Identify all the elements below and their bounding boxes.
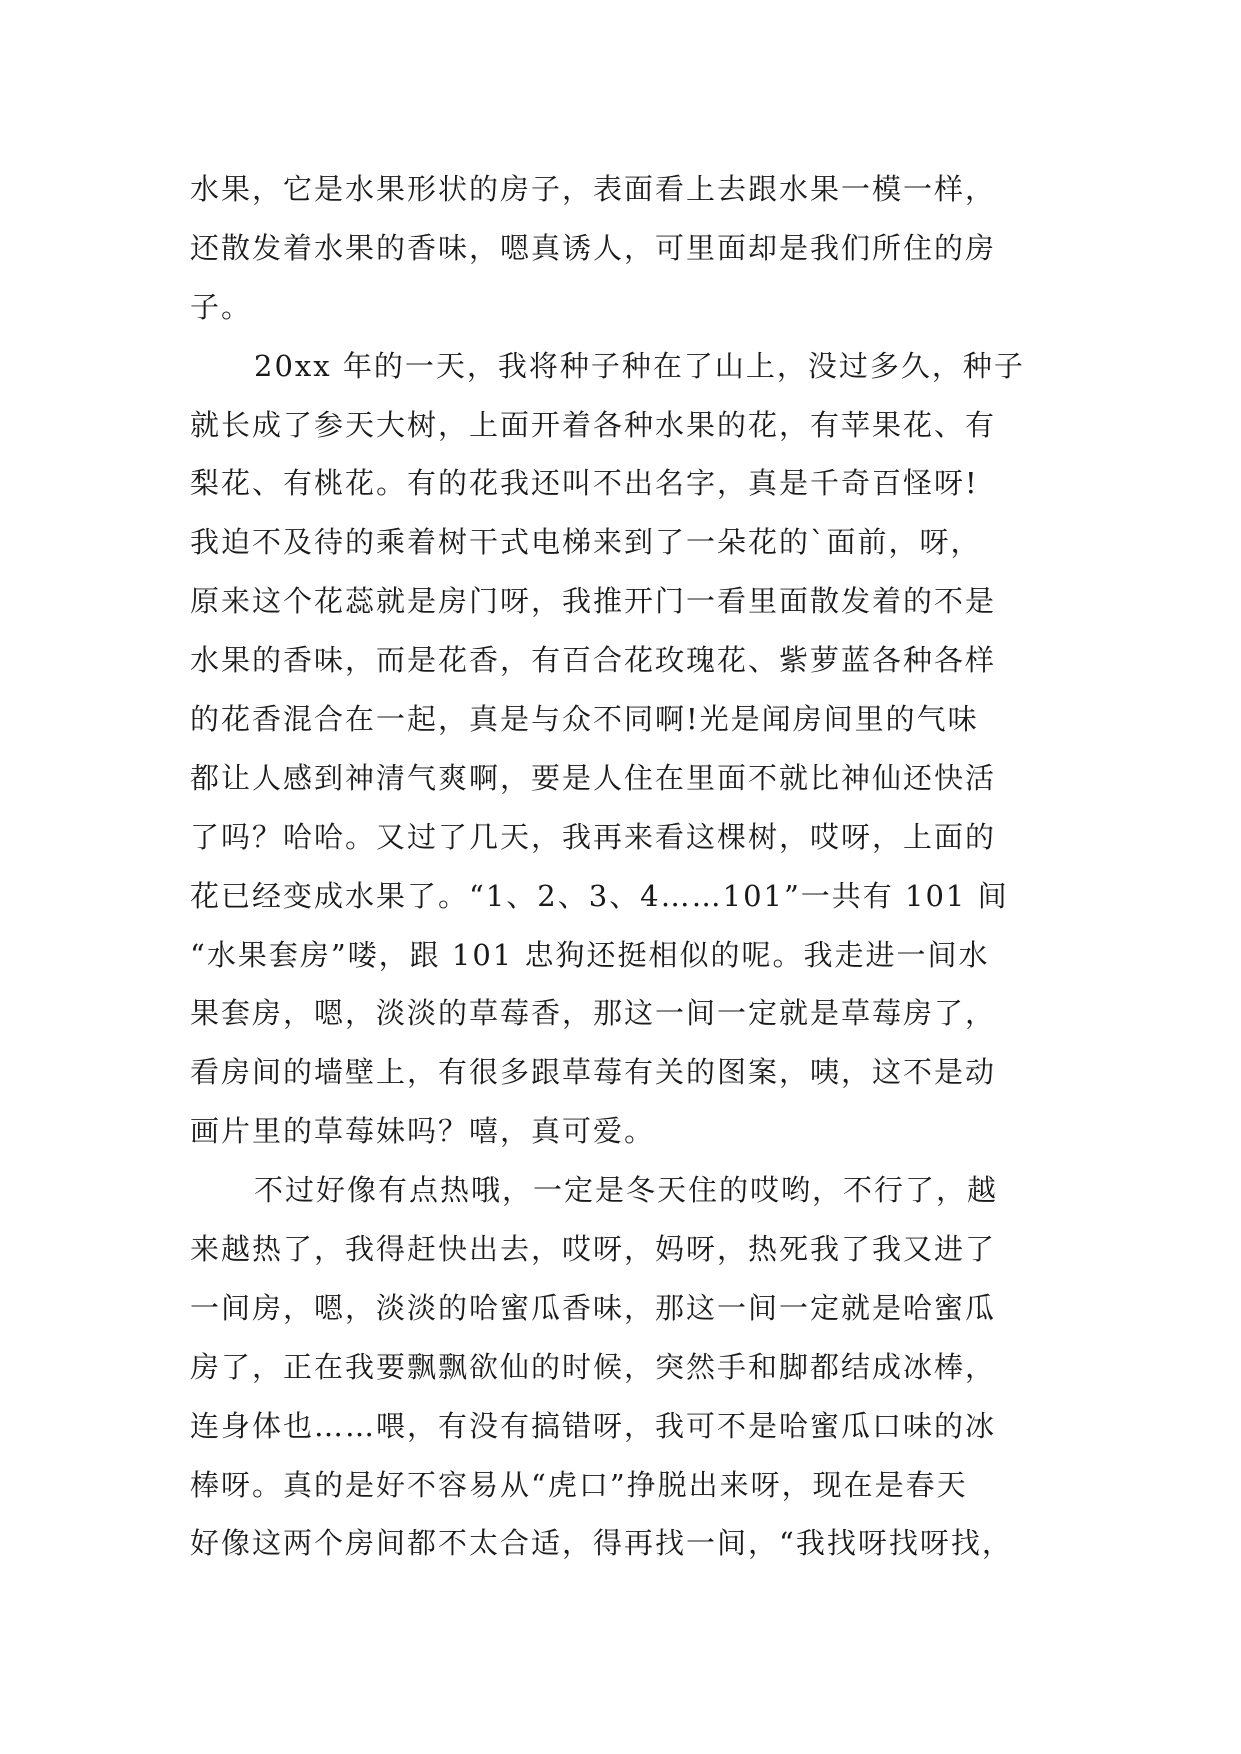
text-line: 我迫不及待的乘着树干式电梯来到了一朵花的`面前，呀，	[190, 525, 982, 560]
text-line: 花已经变成水果了。“1、2、3、4……101”一共有 101 间	[190, 878, 1009, 913]
text-line: 水果，它是水果形状的房子，表面看上去跟水果一模一样，	[190, 172, 997, 206]
text-line: “水果套房”喽，跟 101 忠狗还挺相似的呢。我走进一间水	[190, 937, 990, 972]
paragraph-first-line: 20xx 年的一天，我将种子种在了山上，没过多久，种子	[254, 348, 1025, 383]
document-body	[190, 160, 1070, 1573]
text-line: 原来这个花蕊就是房门呀，我推开门一看里面散发着的不是	[190, 584, 997, 619]
text-line: 的花香混合在一起，真是与众不同啊!光是闻房间里的气味	[190, 702, 979, 737]
text-line: 一间房，嗯，淡淡的哈蜜瓜香味，那这一间一定就是哈蜜瓜	[190, 1290, 997, 1325]
text-line: 都让人感到神清气爽啊，要是人住在里面不就比神仙还快活	[190, 760, 997, 795]
text-line: 好像这两个房间都不太合适，得再找一间，“我找呀找呀找，	[190, 1526, 1013, 1561]
text-line: 还散发着水果的香味，嗯真诱人，可里面却是我们所住的房	[190, 230, 997, 265]
text-line: 看房间的墙壁上，有很多跟草莓有关的图案，咦，这不是动	[190, 1055, 997, 1090]
text-line: 画片里的草莓妹吗？嘻，真可爱。	[190, 1114, 656, 1149]
text-line: 水果的香味，而是花香，有百合花玫瑰花、紫萝蓝各种各样	[190, 643, 997, 678]
text-line: 梨花、有桃花。有的花我还叫不出名字，真是千奇百怪呀!	[190, 466, 979, 501]
text-line: 来越热了，我得赶快出去，哎呀，妈呀，热死我了我又进了	[190, 1232, 997, 1267]
text-line: 就长成了参天大树，上面开着各种水果的花，有苹果花、有	[190, 407, 997, 442]
text-line: 房了，正在我要飘飘欲仙的时候，突然手和脚都结成冰棒，	[190, 1349, 997, 1384]
text-line: 棒呀。真的是好不容易从“虎口”挣脱出来呀，现在是春天	[190, 1467, 968, 1502]
text-line: 连身体也……喂，有没有搞错呀，我可不是哈蜜瓜口味的冰	[190, 1408, 997, 1443]
paragraph-first-line: 不过好像有点热哦，一定是冬天住的哎哟，不行了，越	[254, 1173, 999, 1208]
text-line: 子。	[190, 289, 253, 324]
text-line: 了吗？哈哈。又过了几天，我再来看这棵树，哎呀，上面的	[190, 819, 997, 854]
text-line: 果套房，嗯，淡淡的草莓香，那这一间一定就是草莓房了，	[190, 996, 997, 1031]
